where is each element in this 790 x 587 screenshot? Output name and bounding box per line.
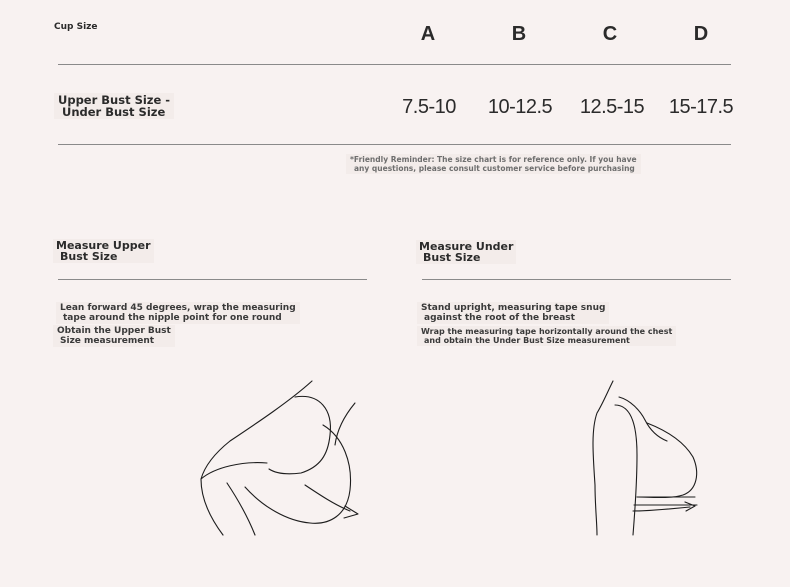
under-step2 bbox=[417, 326, 676, 346]
under-step1-line1: Stand upright, measuring tape snug bbox=[421, 303, 606, 313]
upper-bust-illustration bbox=[195, 375, 370, 540]
upper-step1-line1: Lean forward 45 degrees, wrap the measuring bbox=[60, 303, 296, 313]
measuring-tape bbox=[305, 485, 350, 511]
armpit-contour bbox=[227, 483, 255, 535]
row-label-line1: Upper Bust Size - bbox=[58, 93, 171, 107]
back-contour bbox=[593, 381, 613, 535]
cup-size-label: Cup Size bbox=[54, 22, 98, 32]
upper-step2-line2: Size measurement bbox=[60, 336, 155, 346]
upper-step2 bbox=[53, 325, 175, 347]
arm-contour bbox=[201, 463, 267, 479]
under-step1 bbox=[417, 302, 609, 324]
table-top-rule bbox=[58, 64, 731, 65]
cup-b-value: 10-12.5 bbox=[487, 96, 553, 118]
cup-d-value: 15-17.5 bbox=[668, 96, 734, 118]
breast-contour bbox=[637, 423, 697, 498]
reminder-line2: any questions, please consult customer service before purchasing bbox=[354, 164, 635, 173]
tape-arrow bbox=[344, 506, 358, 518]
measuring-tape bbox=[633, 507, 690, 511]
under-title-line1: Measure Under bbox=[419, 240, 514, 253]
upper-title-line1: Measure Upper bbox=[56, 239, 151, 252]
under-step2-line1: Wrap the measuring tape horizontally around the chest bbox=[421, 327, 673, 336]
under-step1-line2: against the root of the breast bbox=[424, 313, 575, 323]
bust-difference-row-label bbox=[54, 93, 174, 119]
under-title-line2: Bust Size bbox=[423, 251, 481, 264]
table-bottom-rule bbox=[58, 144, 731, 145]
friendly-reminder bbox=[346, 154, 641, 174]
cup-c-header: C bbox=[602, 23, 618, 45]
upper-bust-title bbox=[53, 239, 154, 263]
upper-section-rule bbox=[58, 279, 367, 280]
cup-c-value: 12.5-15 bbox=[579, 96, 645, 118]
back-contour bbox=[201, 381, 312, 535]
under-bust-title bbox=[416, 240, 516, 264]
upper-step1-line2: tape around the nipple point for one round bbox=[63, 313, 282, 323]
arm-contour bbox=[615, 405, 637, 535]
upper-title-line2: Bust Size bbox=[60, 250, 118, 263]
breast-contour bbox=[245, 425, 351, 523]
cup-d-header: D bbox=[693, 23, 709, 45]
under-section-rule bbox=[422, 279, 731, 280]
cup-b-header: B bbox=[511, 23, 527, 45]
under-bust-illustration bbox=[585, 375, 710, 540]
cup-a-header: A bbox=[420, 23, 436, 45]
under-step2-line2: and obtain the Under Bust Size measurement bbox=[424, 336, 630, 345]
upper-step2-line1: Obtain the Upper Bust bbox=[57, 326, 171, 336]
reminder-line1: *Friendly Reminder: The size chart is for reference only. If you have bbox=[350, 155, 637, 164]
row-label-line2: Under Bust Size bbox=[62, 105, 166, 119]
shoulder-contour bbox=[619, 397, 667, 441]
upper-step1 bbox=[56, 302, 300, 324]
cup-a-value: 7.5-10 bbox=[402, 96, 456, 118]
